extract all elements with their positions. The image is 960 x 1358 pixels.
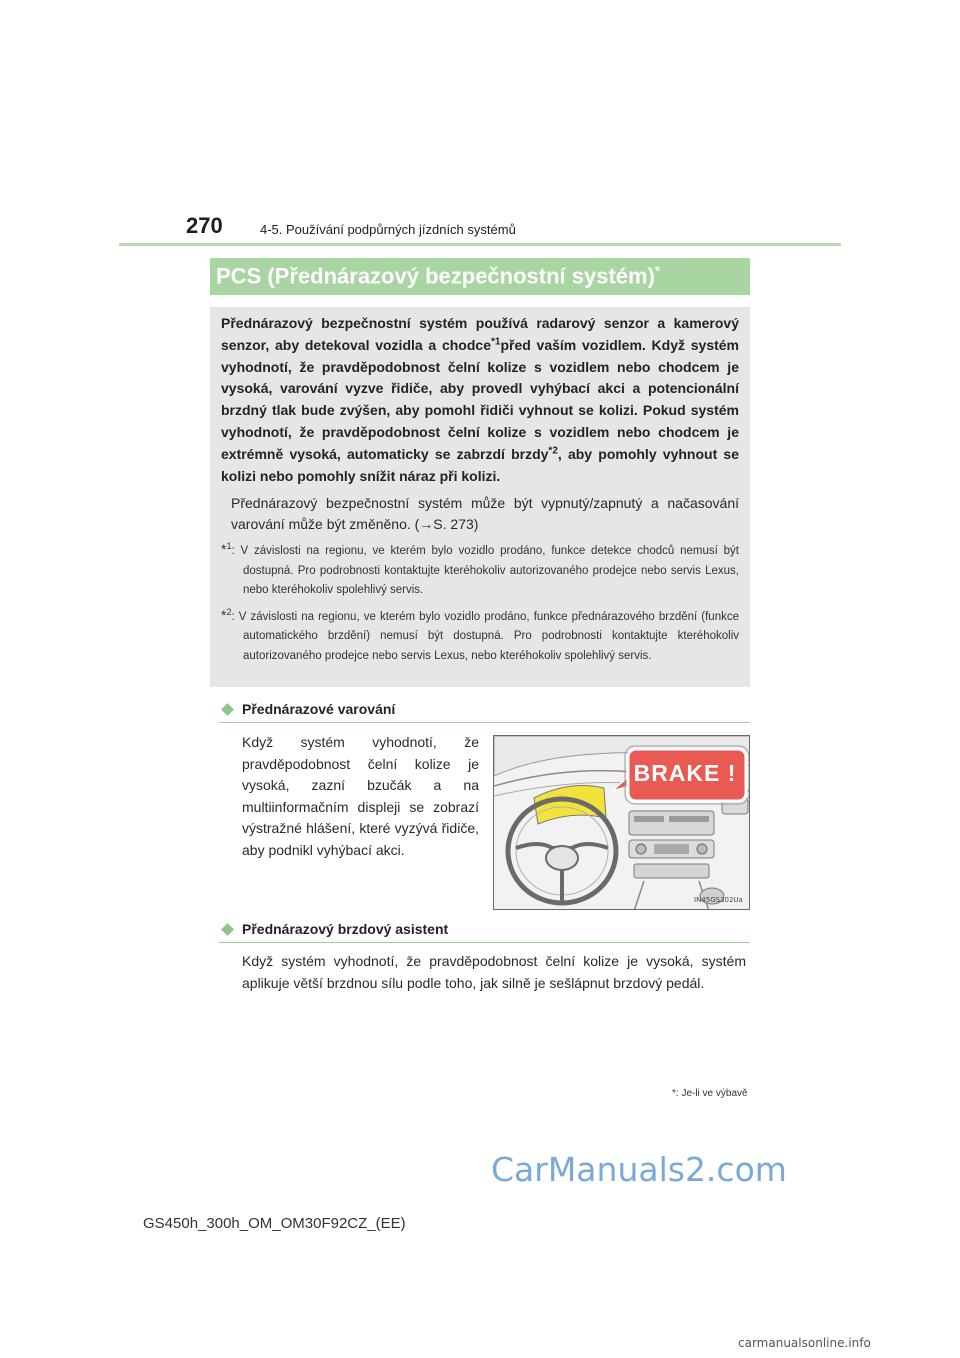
page-footnote: *: Je-li ve výbavě [672, 1088, 748, 1099]
footnote-ref-2: *2 [548, 445, 558, 457]
footnote-1-num: 1 [226, 541, 232, 552]
section-title [216, 263, 660, 289]
section-title-text: PCS (Přednárazový bezpečnostní systém) [216, 263, 655, 289]
intro-box [210, 307, 750, 687]
page-number: 270 [186, 213, 223, 238]
chapter-heading: 4-5. Používání podpůrných jízdních systémů [260, 222, 516, 237]
diamond-bullet-icon [221, 703, 234, 716]
warning-rule [219, 722, 750, 723]
section-title-star: * [654, 263, 660, 278]
intro-paragraph [221, 313, 739, 487]
illustration-code: IN45GS302Ua [694, 896, 743, 904]
watermark-bottom: carmanualsonline.info [738, 1336, 871, 1350]
footnote-2-mark: * [221, 606, 227, 623]
intro-text-c: , aby pomohly vyhnout se kolizi nebo pomohly snížit náraz při kolizi. [221, 445, 739, 484]
watermark-logo: CarManuals2.com [491, 1150, 787, 1189]
header-rule [119, 243, 841, 246]
diamond-bullet-icon [221, 923, 234, 936]
intro-text-a: Přednárazový bezpečnostní systém používá radarový senzor a kamerový senzor, aby detekoval vozidla a chodce [221, 315, 739, 353]
intro-settings-note: Přednárazový bezpečnostní systém může být vypnutý/zapnutý a načasování varování může být změněno. (→S. 273) [231, 495, 739, 533]
footnote-2-text: : V závislosti na regionu, ve kterém bylo vozidlo prodáno, funkce přednárazového brzdění (funkce automatického brzdění) nemusí být dostupná. Pro podrobnosti kontaktujte kteréhokoliv autorizovaného prodejce nebo servis Lexus, nebo kteréhokoliv spolehlivý servis. [231, 610, 739, 662]
footnote-ref-1: *1 [491, 336, 501, 348]
intro-text-b: před vaším vozidlem. Když systém vyhodnotí, že pravděpodobnost čelní kolize s vozidlem nebo chodcem je vysoká, varování vyzve řidiče, aby provedl vyhýbací akci a potencionální brzdný tlak bude zvýšen, aby pomohl řidiči vyhnout se kolizi. Pokud systém vyhodnotí, že pravděpodobnost čelní kolize s vozidlem nebo chodcem je extrémně vysoká, automaticky se zabrzdí brzdy [221, 336, 740, 462]
footnote-1 [221, 540, 739, 601]
brake-warning-label: BRAKE ! [633, 760, 737, 786]
assist-text: Když systém vyhodnotí, že pravděpodobnost čelní kolize je vysoká, systém aplikuje větší brzdnou sílu podle toho, jak silně je sešlápnut brzdový pedál. [242, 953, 746, 991]
warning-text: Když systém vyhodnotí, že pravděpodobnost čelní kolize je vysoká, zazní bzučák a na multiinformačním displeji se zobrazí výstražné hlášení, které vyzývá řidiče, aby podnikl vyhýbací akci. [242, 734, 479, 858]
footnote-2 [221, 606, 739, 667]
assist-subtitle: Přednárazový brzdový asistent [242, 921, 449, 937]
document-code: GS450h_300h_OM_OM30F92CZ_(EE) [143, 1215, 406, 1232]
brake-warning-illustration [493, 735, 750, 910]
footnote-2-num: 2 [226, 607, 232, 618]
warning-subtitle: Přednárazové varování [242, 701, 396, 717]
footnote-1-text: : V závislosti na regionu, ve kterém bylo vozidlo prodáno, funkce detekce chodců nemusí být dostupná. Pro podrobnosti kontaktujte kteréhokoliv autorizovaného prodejce nebo servis Lexus, nebo kteréhokoliv spolehlivý servis. [231, 545, 739, 597]
footnote-1-mark: * [221, 541, 227, 558]
assist-rule [219, 942, 750, 943]
